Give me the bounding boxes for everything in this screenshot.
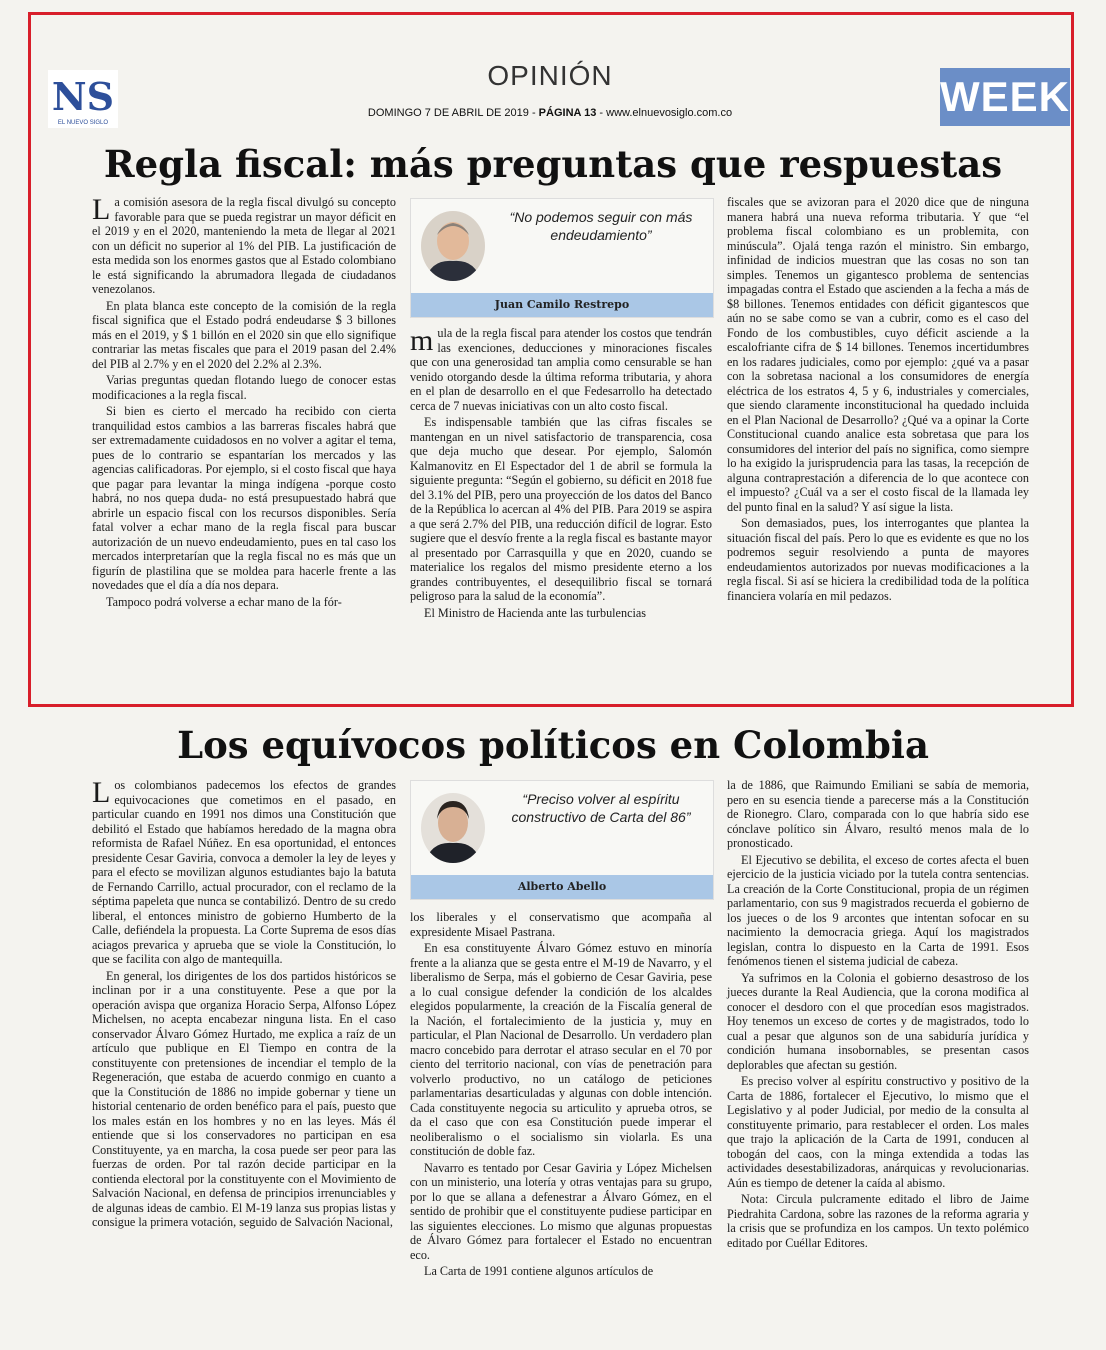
paragraph: mula de la regla fiscal para atender los costos que tendrán las exenciones, deducciones y minoraciones fiscales que con una generosidad tan amplia como censurable se han venido otorgando desde la última reforma tributaria, y ahora en el plan de desarrollo en el que Fedesarrollo ha detectado cerca de 7 nuevas iniciativas con un alto costo fiscal.: [410, 324, 712, 413]
paragraph: Ya sufrimos en la Colonia el gobierno desastroso de los jueces durante la Real Audiencia, que la corona modifica al conocer el desdoro con el que procedían esos magistrados. Hoy tenemos un exceso de cortes y de magistrados, todo lo cual a pesar que algunos son de una sabiduría jurídica y condición humana insobornables, se presentan casos deplorables que afectan su gestión.: [727, 970, 1029, 1072]
author-photo: [421, 793, 485, 863]
author-name: Alberto Abello: [411, 875, 713, 899]
section-title: OPINIÓN: [487, 60, 613, 91]
paragraph: Los colombianos padecemos los efectos de grandes equivocaciones que cometimos en el pasado, en particular cuando en 1991 nos dimos una Constitución que debilitó el Estado que habíamos heredado de la magna obra reformista de Rafael Núñez. En esa oportunidad, el entonces presidente Cesar Gaviria, convoca a demoler la ley de leyes y para el efecto se movilizan algunos estudiantes bajo la batuta de Fernando Carrillo, actual procurador, con el reclamo de la séptima papeleta que nunca se contabilizó. Dentro de su credo liberal, el entonces ministro de gobierno Humberto de la Calle, defiéndela la propuesta. La Corte Suprema de esos días aciagos prevarica y aprueba que se viole la Constitución, lo que se facilita con algo de mantequilla.: [92, 776, 396, 967]
paragraph: Varias preguntas quedan flotando luego de conocer estas modificaciones a la regla fiscal.: [92, 373, 396, 402]
paragraph: los liberales y el conservatismo que acompaña al expresidente Misael Pastrana.: [410, 910, 712, 939]
article1-column-2: [410, 326, 712, 622]
article2-column-1: [92, 778, 396, 1232]
pull-quote: “Preciso volver al espíritu constructivo de Carta del 86”: [511, 791, 691, 825]
newspaper-logo: [48, 70, 118, 128]
paragraph: Si bien es cierto el mercado ha recibido con cierta tranquilidad estos cambios a las barreras fiscales habrá que ser extremadamente cuidadosos en no volver a agitar el tema, pues de lo contrario se espantarían los mercados y las agencias calificadoras. Por ejemplo, si el costo fiscal que haya que pagar para levantar la minga indígena -porque costo habrá, no nos quepa duda- no está presupuestado habrá que abrirle un espacio fiscal con los recursos disponibles. Sería fatal volver a echar mano de la regla fiscal para buscar autorización de un nuevo endeudamiento, pues en tal caso los mercados interpretarían que la regla fiscal no es más que un figurín de plastilina que se moldea para hacerle frente a las novedades que el día a día nos depara.: [92, 404, 396, 593]
paragraph: Son demasiados, pues, los interrogantes que plantea la situación fiscal del país. Pero lo que es evidente es que no los podremos seguir resolviendo a punta de mayores endeudamientos autorizados por nuevas modificaciones a la regla fiscal. Si así se hiciera la credibilidad toda de la política financiera volaría en mil pedazos.: [727, 516, 1029, 603]
paragraph: Navarro es tentado por Cesar Gaviria y López Michelsen con un ministerio, una lotería y otras ventajas para su grupo, por lo que se allana a defenestrar a Álvaro Gómez, en el sentido de prohibir que el constituyente pudiese participar en las siguientes elecciones. Lo mismo que algunas propuestas de Álvaro Gómez para fortalecer el Estado no encuentran eco.: [410, 1160, 712, 1262]
week-logo: WEEK: [940, 68, 1070, 126]
paragraph: En esa constituyente Álvaro Gómez estuvo en minoría frente a la alianza que se gesta entre el M-19 de Navarro, y el liberalismo de Serpa, más el gobierno de Cesar Gaviria, pese a lo cual consigue defender la condición de los alcaldes elegidos popularmente, la creación de la Fiscalía general de la Nación, el fortalecimiento de la justicia y, muy en particular, el Plan Nacional de Desarrollo. Un verdadero plan macro concebido para derrotar el atraso secular en el 70 por ciento del territorio nacional, con vías de penetración para volverlo productivo, no un catálogo de peticiones parlamentarias desarticuladas y algunas con doble intención. Cada constituyente negocia su articulito y aprueba otros, se da el caso que con esa Constitución puede imperar el neoliberalismo o el socialismo sin violarla. Es una constitución de doble faz.: [410, 941, 712, 1159]
paragraph: Es indispensable también que las cifras fiscales se mantengan en un nivel satisfactorio de transparencia, cosa que deja mucho que desear. Por ejemplo, Salomón Kalmanovitz en El Espectador del 1 de abril se formula la siguiente pregunta: “Según el gobierno, su déficit en 2018 fue del 3.1% del PIB, pero una proyección de los datos del Banco de la República lo acercan al 4% del PIB. Para 2019 se aspira a que será 2.7% del PIB, una reducción difícil de lograr. Esto sugiere que el desvío frente a la regla fiscal es bastante mayor al presentado por Carrasquilla y que en 2020, cuando se materialice los regalos del mismo presidente eterno a los grandes contribuyentes, el desequilibrio fiscal se tornará peligroso para la salud de la economía”.: [410, 415, 712, 604]
logo-text: NS: [51, 74, 115, 119]
paragraph: Tampoco podrá volverse a echar mano de la fór-: [106, 594, 342, 609]
author-photo: [421, 211, 485, 281]
author-name: Juan Camilo Restrepo: [411, 293, 713, 317]
paragraph: El Ministro de Hacienda ante las turbulencias: [424, 605, 647, 620]
paragraph: La comisión asesora de la regla fiscal divulgó su concepto favorable para que se pueda registrar un mayor déficit en el 2019 y en el 2020, manteniendo la meta de llegar al 2021 con un déficit no superior al 1% del PIB. La justificación de esta medida son los enormes gastos que al Estado colombiano le está significando la abrumadora llegada de ciudadanos venezolanos.: [92, 193, 396, 297]
article1-quote-box: [410, 198, 714, 318]
pull-quote: “No podemos seguir con más endeudamiento”: [509, 209, 693, 243]
article2-column-2: [410, 910, 712, 1281]
paragraph: Nota: Circula pulcramente editado el libro de Jaime Piedrahita Cardona, sobre las razones de la reforma agraria y la crisis que se profundiza en los campos. Un texto polémico editado por Cuéllar Editores.: [727, 1192, 1029, 1250]
paragraph: En plata blanca este concepto de la comisión de la regla fiscal significa que el Estado podrá endeudarse $ 3 billones más en el 2019, y $ 1 billón en el 2020 sin que ello signifique contrariar las metas fiscales que para el 2019 pasan del 2.4% del PIB al 2.7% y en el 2020 del 2.2% al 2.3%.: [92, 298, 396, 371]
article2-title: Los equívocos políticos en Colombia: [177, 723, 929, 767]
article1-column-3: [727, 195, 1029, 605]
paragraph: Es preciso volver al espíritu constructivo y positivo de la Carta de 1886, fortalecer el Ejecutivo, lo mismo que el Legislativo y al poder Judicial, por medio de la consulta al constituyente primario, para restablecer el orden. Los males que trajo la aplicación de la Carta de 1991, conducen al tobogán del caos, con la minga extendida a todas las actividades desestabilizadoras, anárquicas y revolucionarias. Aún es tiempo de detener la caída al abismo.: [727, 1074, 1029, 1190]
paragraph: En general, los dirigentes de los dos partidos históricos se inclinan por ir a una constituyente. Pese a que por la operación avispa que organiza Horacio Serpa, Alfonso López Michelsen, no acepta encabezar ninguna lista. En el caso conservador Álvaro Gómez Hurtado, me explica a raíz de un artículo que publique en El Tiempo en contra de la constituyente con pretensiones de incendiar el templo de la Regeneración, que estaba de acuerdo conmigo en cuanto a que la Constitución de 1886 no impide gobernar y tiene un historial centenario de orden benéfico para el país, puesto que los males están en los hombres y no en las leyes. Más él entiende que si los conservadores no participan en esa Constituyente, ya en marcha, la cosa puede ser peor para las fuerzas de orden. Por tal razón decide participar en la contienda electoral por la constituyente con el Movimiento de Salvación Nacional, en defensa de principios irrenunciables y de algunas ideas de cambio. El M-19 lanza sus propias listas y consigue la primera votación, seguido de Salvación Nacional,: [92, 968, 396, 1230]
paragraph: La Carta de 1991 contiene algunos artículos de: [424, 1264, 654, 1279]
article2-quote-box: [410, 780, 714, 900]
paragraph: El Ejecutivo se debilita, el exceso de cortes afecta el buen ejercicio de la justicia viciado por la tutela contra sentencias. La creación de la Corte Constitucional, propia de un régimen parlamentario, con sus 9 magistrados recuerda el gobierno de los jueces o de los 9 arcontes que intentan sofocar en su nacimiento la democracia griega. Aquí los magistrados legislan, contra lo dispuesto en la Carta de 1991. Esos fenómenos tienen el sistema judicial de cabeza.: [727, 852, 1029, 969]
page-number: PÁGINA 13: [538, 107, 597, 119]
article1-column-1: [92, 195, 396, 611]
date-line: [300, 107, 800, 119]
website-text: - www.elnuevosiglo.com.co: [596, 107, 733, 119]
paragraph: la de 1886, que Raimundo Emiliani se sabía de memoria, pero en su esencia tiende a parecerse más a la Constitución de Rionegro. Claro, comparada con lo que habría sido ese cónclave político sin Álvaro, resultó menos mala de lo pronosticado.: [727, 778, 1029, 851]
date-text: DOMINGO 7 DE ABRIL DE 2019 -: [367, 107, 539, 119]
paragraph: fiscales que se avizoran para el 2020 dice que de ninguna manera habrá una nueva reforma tributaria. Y que “el problema fiscal colombiano es un problemita, con minúscula”. Ojalá tenga razón el ministro. Sin embargo, infinidad de indicios muestran que las cosas no son tan simples. Tenemos un gigantesco problema de sentencias impagadas contra el Estado que ascienden a la fecha a más de $8 billones. Tenemos entidades con déficit gigantescos que aún no se sabe como se van a cubrir, como es el caso del Fondo de los combustibles, cuyo déficit asciende a la escalofriante cifra de $ 14 billones. Tenemos incertidumbres en los radares judiciales, como por ejemplo: ¿qué va a pasar con la sobretasa nacional a los consumidores de energía eléctrica de los estratos 4, 5 y 6, industriales y comerciales, que siendo claramente inconstitucional ha quedado incluida en el Plan Nacional de Desarrollo? ¿Qué va a opinar la Corte Constitucional cuando analice esta sobretasa que para los consumidores del interior del país no significa, como siempre lo ha exigido la jurisprudencia para las tasas, la recepción de alguna contraprestación a diferencia de lo que acontece con el impuesto? ¿Cuál va a ser el costo fiscal de la llamada ley del punto final en la salud? Y así sigue la lista.: [727, 195, 1029, 514]
logo-subtext: EL NUEVO SIGLO: [57, 120, 109, 126]
article1-title: Regla fiscal: más preguntas que respuestas: [103, 142, 1003, 186]
article2-column-3: [727, 778, 1029, 1253]
